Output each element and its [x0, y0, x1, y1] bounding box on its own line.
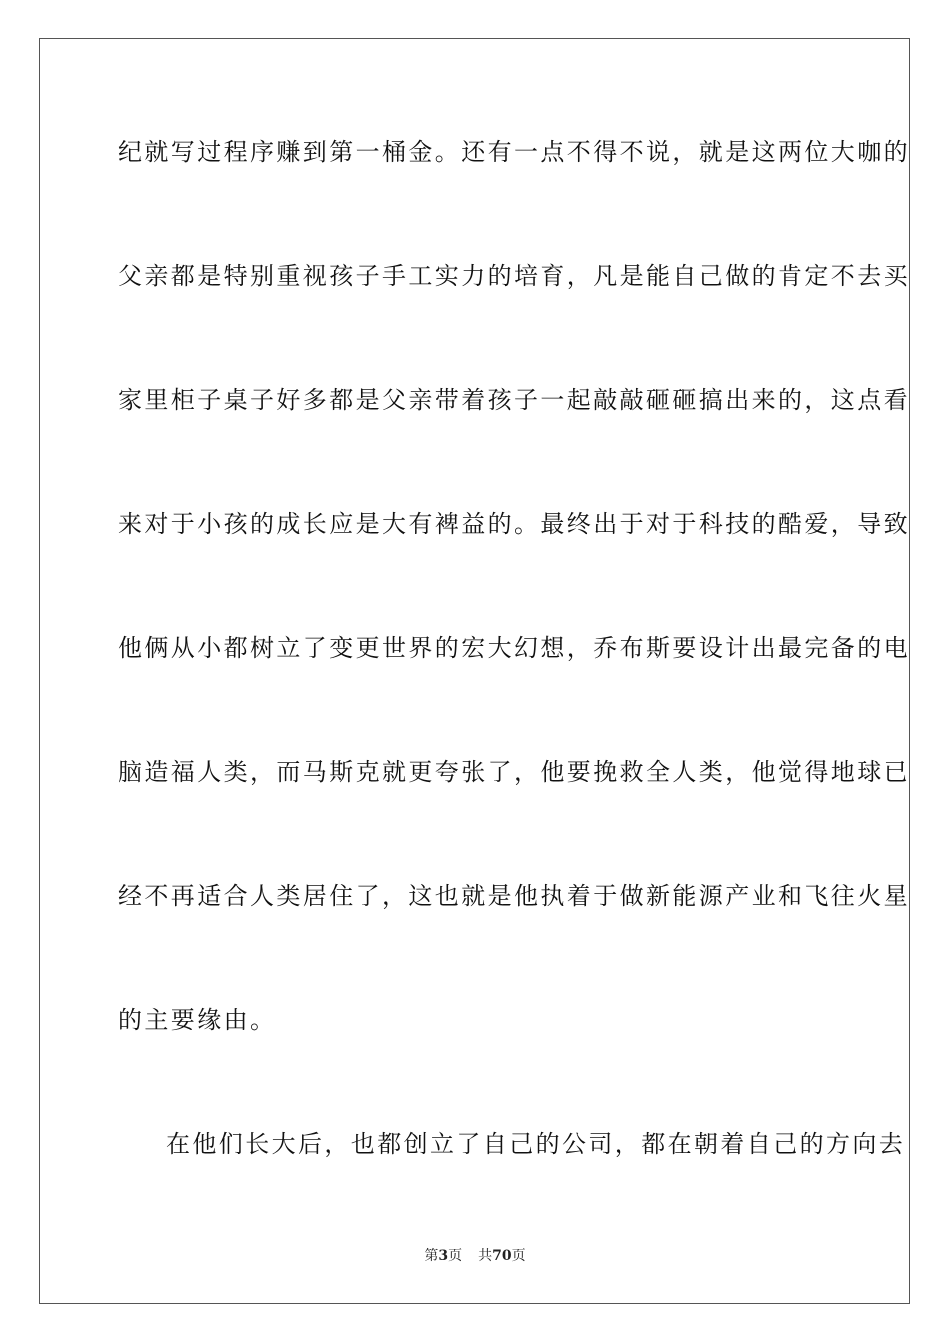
current-page-number: 3	[438, 1248, 449, 1264]
total-label-suffix: 页	[511, 1248, 526, 1264]
page-border	[39, 38, 910, 1304]
page-footer	[0, 1245, 950, 1265]
page-label-suffix: 页	[448, 1248, 463, 1264]
text-line-6: 脑造福人类，而马斯克就更夸张了，他要挽救全人类，他觉得地球已	[118, 758, 910, 786]
text-line-9-paragraph-start: 在他们长大后，也都创立了自己的公司，都在朝着自己的方向去	[166, 1130, 906, 1158]
text-line-7: 经不再适合人类居住了，这也就是他执着于做新能源产业和飞往火星	[118, 882, 910, 910]
text-line-1: 纪就写过程序赚到第一桶金。还有一点不得不说，就是这两位大咖的	[118, 138, 910, 166]
text-line-5: 他俩从小都树立了变更世界的宏大幻想，乔布斯要设计出最完备的电	[118, 634, 910, 662]
text-line-2: 父亲都是特别重视孩子手工实力的培育，凡是能自己做的肯定不去买	[118, 262, 910, 290]
text-line-3: 家里柜子桌子好多都是父亲带着孩子一起敲敲砸砸搞出来的，这点看	[118, 386, 910, 414]
text-line-4: 来对于小孩的成长应是大有裨益的。最终出于对于科技的酷爱，导致	[118, 510, 910, 538]
total-label-prefix: 共	[478, 1248, 493, 1264]
total-page-count: 70	[492, 1248, 512, 1264]
text-line-8: 的主要缘由。	[118, 1006, 277, 1034]
page-label-prefix: 第	[424, 1248, 439, 1264]
